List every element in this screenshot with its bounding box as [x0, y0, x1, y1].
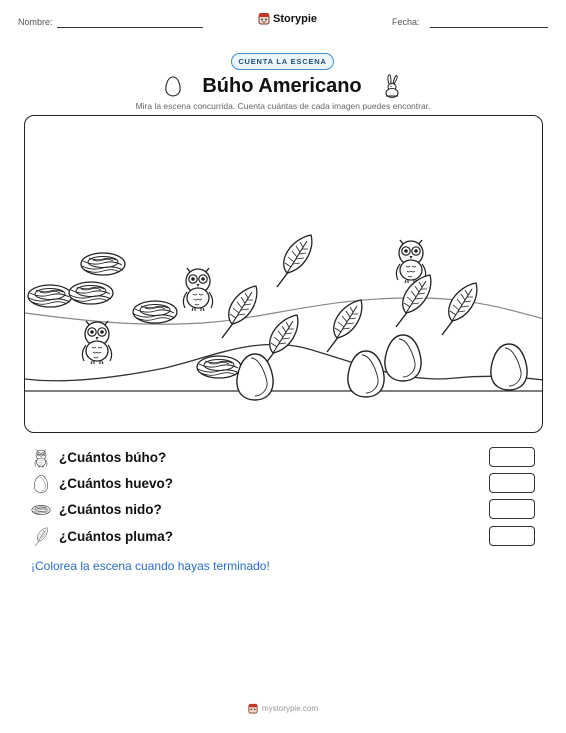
- feather: [277, 235, 312, 287]
- answer-box-nest[interactable]: [489, 499, 535, 519]
- name-label: Nombre:: [18, 17, 53, 27]
- brand-logo: [258, 12, 317, 25]
- answer-box-feather[interactable]: [489, 526, 535, 546]
- feather-icon: [31, 527, 51, 547]
- footer-url[interactable]: mystorypie.com: [261, 704, 318, 713]
- date-label: Fecha:: [392, 17, 420, 27]
- question-text: ¿Cuántos búho?: [59, 450, 167, 465]
- title-row: [0, 72, 566, 100]
- question-feather: [31, 526, 541, 548]
- egg: [491, 344, 527, 390]
- scene-illustration: [24, 115, 543, 433]
- question-text: ¿Cuántos pluma?: [59, 529, 173, 544]
- feather: [442, 283, 477, 335]
- date-field[interactable]: [430, 27, 548, 28]
- question-nest: [31, 499, 541, 521]
- owl: [183, 268, 212, 311]
- header-bar: [0, 10, 566, 32]
- egg-icon: [164, 75, 182, 97]
- scene-drawing: [25, 116, 543, 433]
- storypie-logo-icon: [258, 12, 270, 25]
- brand-name: Storypie: [273, 12, 318, 25]
- page-title: Búho Americano: [202, 74, 362, 97]
- rabbit-icon: [382, 74, 402, 98]
- instructions: Mira la escena concurrida. Cuenta cuántas de cada imagen puedes encontrar.: [135, 101, 431, 111]
- question-text: ¿Cuántos nido?: [59, 502, 162, 517]
- egg: [348, 351, 384, 397]
- nest: [69, 282, 113, 304]
- activity-badge: CUENTA LA ESCENA: [231, 53, 334, 70]
- nest: [133, 301, 177, 323]
- egg: [385, 335, 421, 381]
- nest-icon: [31, 500, 51, 520]
- owl: [396, 240, 425, 283]
- nest: [197, 356, 241, 378]
- egg-icon: [31, 474, 51, 494]
- owl-icon: [31, 448, 51, 468]
- answer-box-owl[interactable]: [489, 447, 535, 467]
- footer: [0, 703, 566, 714]
- owl: [82, 321, 111, 364]
- answer-box-egg[interactable]: [489, 473, 535, 493]
- question-egg: [31, 473, 541, 495]
- coloring-instruction: ¡Colorea la escena cuando hayas terminado!: [31, 559, 270, 573]
- feather: [396, 275, 431, 327]
- feather: [327, 300, 362, 352]
- nest: [81, 253, 125, 275]
- feather: [263, 315, 298, 367]
- nest: [28, 285, 72, 307]
- storypie-logo-icon: [248, 703, 258, 714]
- feather: [222, 286, 257, 338]
- name-field[interactable]: [57, 27, 203, 28]
- question-text: ¿Cuántos huevo?: [59, 476, 173, 491]
- question-owl: [31, 447, 541, 469]
